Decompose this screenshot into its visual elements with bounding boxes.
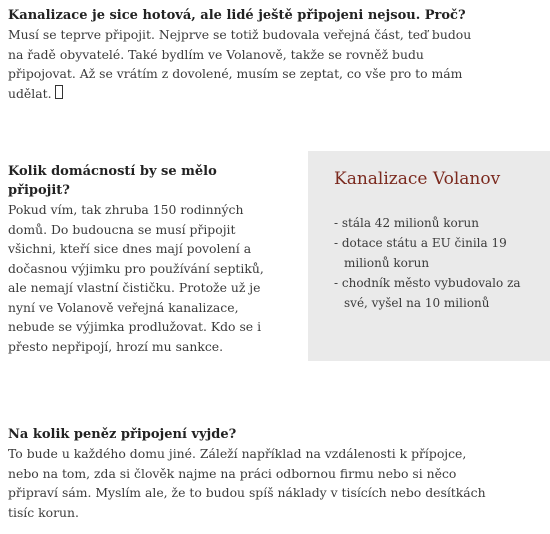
question-3: Na kolik peněz připojení vyjde? xyxy=(8,427,237,442)
qa-block-3 xyxy=(8,425,498,522)
qa-block-1 xyxy=(8,6,478,103)
placeholder-box-icon xyxy=(55,85,63,99)
answer-2: Pokud vím, tak zhruba 150 rodinných domů. Do budoucna se musí připojit všichni, kteří sice dnes mají povolení a dočasnou výjimku pro používání septiků, ale nemají vlastní čističku. Protože už je nyní ve Volanově veřejná kanalizace, nebude se výjimka prodlužovat. Kdo se i přesto nepřipojí, hrozí mu sankce. xyxy=(8,202,264,354)
question-2: Kolik domácností by se mělo připojit? xyxy=(8,164,217,198)
answer-1-text: Musí se teprve připojit. Nejprve se totiž budovala veřejná část, teď budou na řadě obyvatelé. Také bydlím ve Volanově, takže se rovněž budu připojovat. Až se vrátím z dovolené, musím se zeptat, co vše pro to mám udělat. xyxy=(8,27,472,101)
fact-box-list xyxy=(334,213,544,313)
answer-1 xyxy=(8,25,478,103)
question-1: Kanalizace je sice hotová, ale lidé ještě připojeni nejsou. Proč? xyxy=(8,8,466,23)
qa-block-2 xyxy=(8,162,283,356)
fact-item: - dotace státu a EU činila 19 milionů korun xyxy=(334,236,507,270)
fact-item: - chodník město vybudovalo za své, vyšel na 10 milionů xyxy=(334,276,521,310)
fact-box-title: Kanalizace Volanov xyxy=(334,169,501,189)
fact-item: - stála 42 milionů korun xyxy=(334,216,479,230)
answer-3: To bude u každého domu jiné. Záleží například na vzdálenosti k přípojce, nebo na tom, zda si člověk najme na práci odbornou firmu nebo si něco připraví sám. Myslím ale, že to budou spíš náklady v tisících nebo desítkách tisíc korun. xyxy=(8,446,486,520)
fact-box xyxy=(308,151,550,361)
